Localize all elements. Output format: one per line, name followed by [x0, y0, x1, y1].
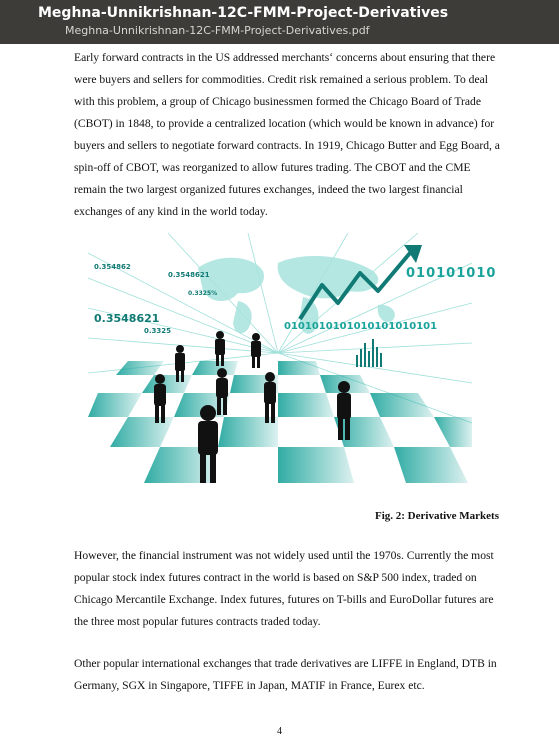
- viewer-title-bar: [0, 0, 559, 44]
- paragraph-international-exchanges: [74, 653, 502, 697]
- window-title: Meghna-Unnikrishnan-12C-FMM-Project-Derivatives: [38, 5, 449, 21]
- fig-number-5: 0.3325%: [188, 290, 218, 297]
- fig-number-large: 0.3548621: [94, 312, 160, 325]
- document-page: [0, 44, 559, 739]
- figure-caption: Fig. 2: Derivative Markets: [374, 510, 499, 522]
- bar-chart-graphic: [356, 339, 382, 367]
- chessboard-floor: [88, 361, 472, 483]
- page-number: 4: [277, 726, 282, 737]
- paragraph-3-text: Other popular international exchanges that trade derivatives are LIFFE in England, DTB in Germany, SGX in Singapore, TIFFE in Japan, MATIF in France, Eurex etc.: [74, 657, 497, 692]
- fig-number-2: 0.3548621: [168, 271, 210, 279]
- binary-digits-mid: 0101010101010101010101: [284, 321, 438, 332]
- person-figure-7: [215, 331, 225, 366]
- derivative-markets-figure: [88, 233, 497, 503]
- binary-digits-top: 010101010: [406, 266, 497, 281]
- person-figure-8: [251, 333, 261, 368]
- paragraph-popular-contracts: [74, 545, 502, 633]
- derivative-markets-illustration: [88, 233, 497, 503]
- person-figure-4: [264, 372, 276, 423]
- paragraph-2-text: However, the financial instrument was not widely used until the 1970s. Currently the most popular stock index futures contract in the world is based on S&P 500 index, traded on Chicago Mercantile Exchange. Index futures, futures on T-bills and EuroDollar futures are the three most popular futures contracts traded today.: [74, 549, 494, 628]
- person-figure-2: [154, 374, 166, 423]
- paragraph-cbot-history: [74, 47, 502, 223]
- fig-number-1: 0.354862: [94, 263, 131, 271]
- window-subtitle: Meghna-Unnikrishnan-12C-FMM-Project-Derivatives.pdf: [65, 24, 370, 37]
- fig-number-3: 0.3325: [144, 327, 172, 335]
- paragraph-1-text: Early forward contracts in the US addressed merchants‘ concerns about ensuring that there were buyers and sellers for commodities. Credit risk remained a serious problem. To deal with this problem, a group of Chicago businessmen formed the Chicago Board of Trade (CBOT) in 1848, to provide a centralized location (which would be known in advance) for buyers and sellers to negotiate forward contracts. In 1919, Chicago Butter and Egg Board, a spin-off of CBOT, was reorganized to allow futures trading. The CBOT and the CME remain the two largest organized futures exchanges, indeed the two largest financial exchanges of any kind in the world today.: [74, 51, 500, 218]
